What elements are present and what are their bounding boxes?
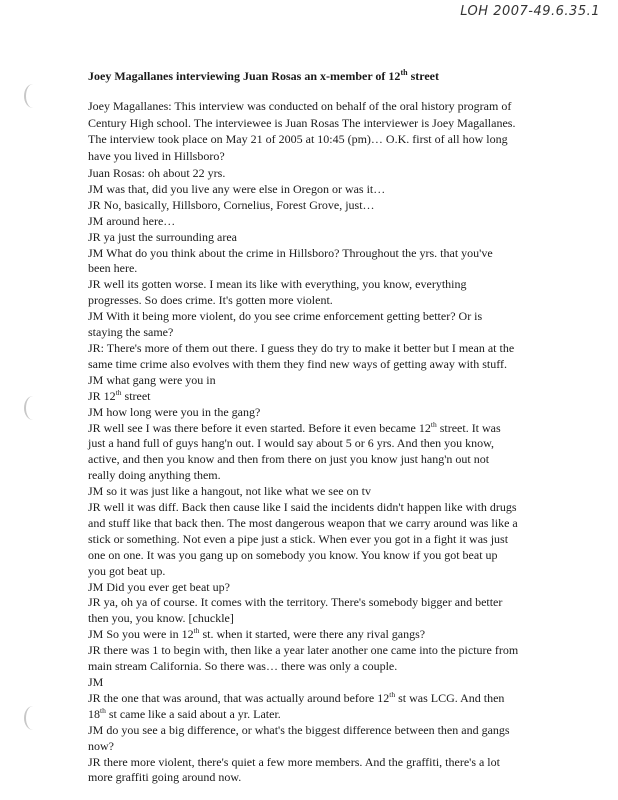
- text-line: Juan Rosas: oh about 22 yrs.: [88, 166, 226, 180]
- title-superscript: th: [400, 68, 408, 77]
- text-line: JM With it being more violent, do you see crime enforcement getting better? Or is: [88, 309, 483, 324]
- text-line: JR: There's more of them out there. I guess they do try to make it better but I mean at the: [88, 340, 515, 355]
- text-line: Joey Magallanes: This interview was conducted on behalf of the oral history program of: [88, 99, 512, 113]
- text-line: more graffiti going around now.: [88, 770, 242, 785]
- punch-hole-mark: [24, 396, 42, 420]
- text-line: [88, 691, 568, 707]
- punch-hole-mark: [24, 706, 42, 730]
- text-line: JR well it was diff. Back then cause like I said the incidents didn't happen like with drugs: [88, 500, 517, 515]
- text-segment: 18: [88, 706, 100, 721]
- text-line: active, and then you know and then from there on just you know just hang'n out not: [88, 452, 490, 467]
- text-line: then you, you know. [chuckle]: [88, 611, 234, 626]
- intro-paragraph: [88, 98, 558, 164]
- text-line: JR there was 1 to begin with, then like a year later another one came into the picture from: [88, 643, 519, 658]
- text-segment: st was LCG. And then: [395, 690, 505, 705]
- text-line: The interview took place on May 21 of 2005 at 10:45 (pm)… O.K. first of all how long: [88, 132, 508, 146]
- text-line: JM what gang were you in: [88, 372, 216, 387]
- punch-hole-mark: [24, 84, 42, 108]
- text-line: [88, 389, 568, 405]
- text-line: main stream California. So there was… there was only a couple.: [88, 659, 398, 674]
- document-title: [88, 68, 439, 84]
- text-line: JR No, basically, Hillsboro, Cornelius, Forest Grove, just…: [88, 197, 375, 212]
- text-line: JR there more violent, there's quiet a few more members. And the graffiti, there's a lot: [88, 754, 500, 769]
- superscript: th: [389, 689, 396, 699]
- text-line: [88, 707, 568, 723]
- text-line: and stuff like that back then. The most dangerous weapon that we carry around was like a: [88, 515, 518, 530]
- text-line: JR ya, oh ya of course. It comes with the territory. There's somebody bigger and better: [88, 595, 503, 610]
- text-line: JM so it was just like a hangout, not like what we see on tv: [88, 484, 371, 499]
- text-line: JM Did you ever get beat up?: [88, 579, 230, 594]
- text-line: JM What do you think about the crime in Hillsboro? Throughout the yrs. that you've: [88, 245, 493, 260]
- text-line: JR ya just the surrounding area: [88, 229, 237, 244]
- superscript: th: [100, 705, 106, 715]
- text-line: JM was that, did you live any were else in Oregon or was it…: [88, 181, 386, 196]
- text-segment: street: [121, 388, 151, 403]
- text-line: JR well its gotten worse. I mean its like with everything, you know, everything: [88, 277, 467, 292]
- text-segment: st came like a said about a yr. Later.: [105, 706, 281, 721]
- superscript: th: [193, 626, 200, 636]
- superscript: th: [430, 419, 437, 429]
- text-line: JM around here…: [88, 213, 176, 228]
- text-line: really doing anything them.: [88, 468, 221, 483]
- text-line: staying the same?: [88, 325, 174, 340]
- text-line: just a hand full of guys hang'n out. I would say about 5 or 6 yrs. And then you know,: [88, 436, 495, 451]
- text-line: now?: [88, 738, 114, 753]
- text-segment: JR well see I was there before it even started. Before it even became 12: [88, 420, 431, 435]
- title-text: Joey Magallanes interviewing Juan Rosas an x-member of 12: [88, 69, 401, 83]
- text-line: Century High school. The interviewee is Juan Rosas The interviewer is Joey Magallanes.: [88, 115, 516, 130]
- text-line: have you lived in Hillsboro?: [88, 148, 225, 163]
- title-tail: street: [407, 69, 439, 83]
- text-line: [88, 421, 568, 437]
- text-segment: JM So you were in 12: [88, 627, 194, 642]
- text-line: one on one. It was you gang up on somebody you know. You know if you got beat up: [88, 547, 498, 562]
- text-line: [88, 627, 568, 643]
- text-segment: JR 12: [88, 388, 116, 403]
- transcript-body: [88, 166, 568, 786]
- text-line: JM: [88, 675, 104, 689]
- text-segment: st. when it started, were there any rival gangs?: [199, 627, 426, 642]
- text-segment: JR the one that was around, that was actually around before 12: [88, 690, 390, 705]
- accession-number: LOH 2007-49.6.35.1: [460, 4, 600, 19]
- text-line: been here.: [88, 261, 138, 276]
- text-line: JM how long were you in the gang?: [88, 404, 261, 419]
- text-line: same time crime also evolves with them they find new ways of getting away with stuff.: [88, 356, 508, 371]
- superscript: th: [115, 387, 122, 397]
- text-segment: street. It was: [436, 420, 501, 435]
- text-line: you got beat up.: [88, 563, 166, 578]
- text-line: JM do you see a big difference, or what's the biggest difference between then and gangs: [88, 722, 510, 737]
- text-line: stick or something. Not even a pipe just a stick. When ever you got in a fight it was just: [88, 531, 509, 546]
- text-line: progresses. So does crime. It's gotten more violent.: [88, 293, 333, 308]
